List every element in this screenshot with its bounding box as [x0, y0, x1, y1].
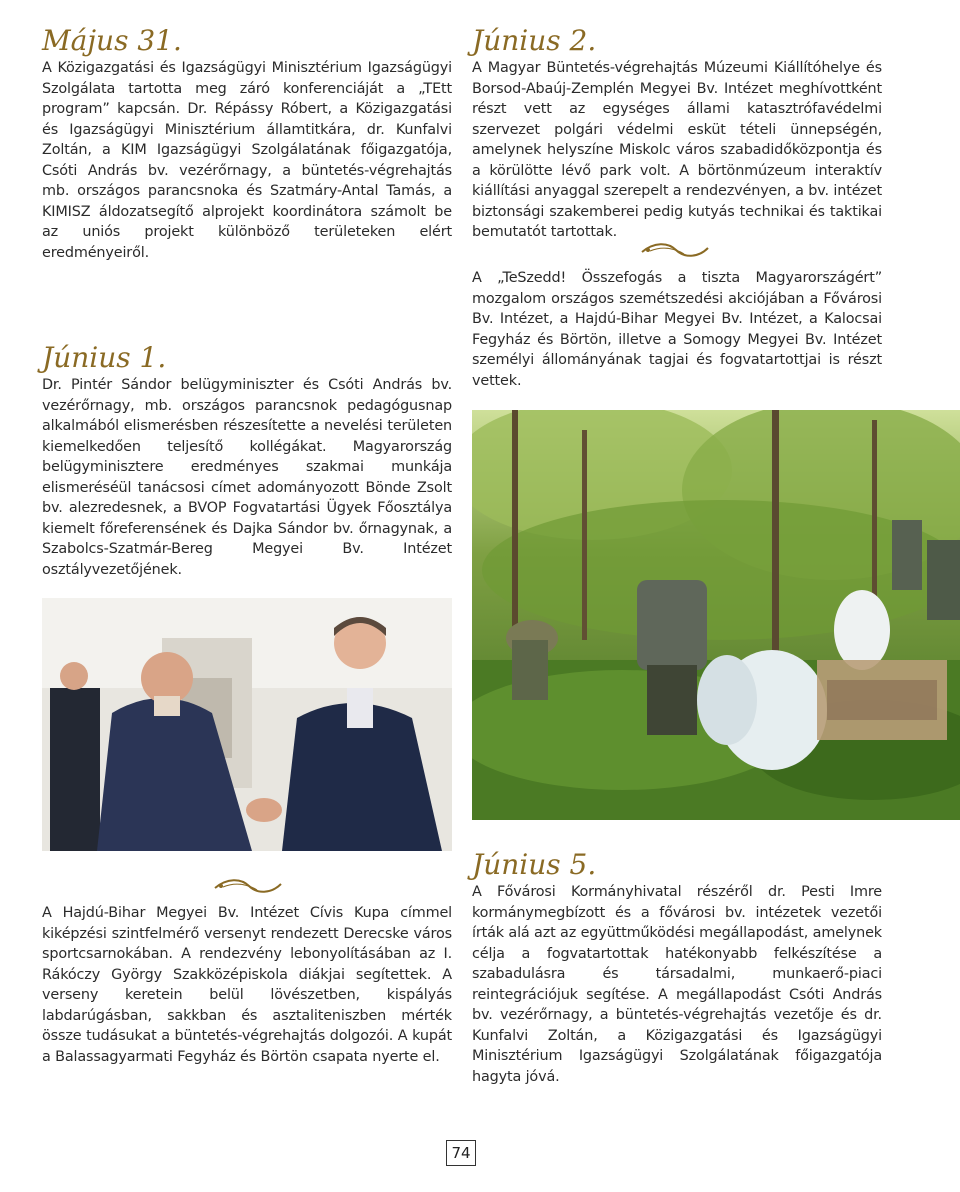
article-june2 [472, 26, 882, 243]
article-hajdu [42, 903, 452, 1067]
article-teszedd [472, 268, 882, 391]
heading-may31: Május 31. [42, 24, 182, 57]
text-hajdu: A Hajdú-Bihar Megyei Bv. Intézet Cívis Kupa címmel kiképzési szintfelmérő versenyt rendezett Derecske város sportcsarnokában. A rendezvény lebonyolításában az I. Rákóczy György Szakközépiskola diákjai segítettek. A verseny keretein belül lövészetben, kispályás labdarúgásban, sakkban és asztaliteniszben mérték össze tudásukat a büntetés-végrehajtás dolgozói. A kupát a Balassagyarmati Fegyház és Börtön csapata nyerte el. [42, 905, 452, 1065]
text-june5: A Fővárosi Kormányhivatal részéről dr. Pesti Imre kormánymegbízott és a fővárosi bv. intézetek vezetői írták alá azt az együttműködési megállapodást, amelynek célja a fogvatartottak hatékonyabb felkészítése a szabadulásra és társadalmi, munkaerő-piaci reintegrációjuk segítése. A megállapodást Csóti András bv. vezérőrnagy, a büntetés-végrehajtás vezetője és dr. Kunfalvi Zoltán, a Közigazgatási és Igazságügyi Minisztérium Igazságügyi Szolgálatának főigazgatója hagyta jóvá. [472, 884, 882, 1085]
article-june5 [472, 850, 882, 1087]
article-may31 [42, 26, 452, 263]
heading-june5: Június 5. [472, 848, 597, 881]
heading-june1: Június 1. [42, 341, 167, 374]
text-may31: A Közigazgatási és Igazságügyi Minisztérium Igazságügyi Szolgálata tartotta meg záró konferenciáját a „TEtt program” kapcsán. Dr. Répássy Róbert, a Közigazgatási és Igazságügyi Minisztérium államtitkára, dr. Kunfalvi Zoltán, a KIM Igazságügyi Szolgálatának főigazgatója, Csóti András bv. vezérőrnagy, a büntetés-végrehajtás mb. országos parancsnoka és Szatmáry-Antal Tamás, a KIMISZ áldozatsegítő alprojekt koordinátora számolt be az uniós projekt különböző területeken elért eredményeiről. [42, 60, 452, 261]
article-june1 [42, 343, 452, 580]
text-teszedd: A „TeSzedd! Összefogás a tiszta Magyarországért” mozgalom országos szemétszedési akciójában a Fővárosi Bv. Intézet, a Hajdú-Bihar Megyei Bv. Intézet, a Kalocsai Fegyház és Börtön, illetve a Somogy Megyei Bv. Intézet személyi állományának tagjai és fogvatartottjai is részt vettek. [472, 270, 882, 389]
forest-cleanup-photo [472, 410, 960, 820]
text-june1: Dr. Pintér Sándor belügyminiszter és Csóti András bv. vezérőrnagy, mb. országos parancsnok pedagógusnap alkalmából elismerésben részesítette a nevelési területen kiemelkedően teljesítő kollégákat. Magyarország belügyminisztere eredményes szakmai munkája elismeréséül tanácsosi címet adományozott Bönde Zsolt bv. alezredesnek, a BVOP Fogvatartási Ügyek Főosztálya kiemelt főreferensének és Dajka Sándor bv. őrnagynak, a Szabolcs-Szatmár-Bereg Megyei Bv. Intézet osztályvezetőjének. [42, 377, 452, 578]
ornament-divider-1 [640, 240, 710, 262]
handshake-photo [42, 598, 452, 851]
page-number: 74 [446, 1140, 476, 1166]
heading-june2: Június 2. [472, 24, 597, 57]
text-june2: A Magyar Büntetés-végrehajtás Múzeumi Kiállítóhelye és Borsod-Abaúj-Zemplén Megyei Bv. Intézet meghívottként részt vett az egységes állami katasztrófavédelmi szervezet polgári védelmi esküt tételi ünnepségén, amelynek helyszíne Miskolc város szabadidőközpontja és a körülötte lévő park volt. A börtönmúzeum interaktív kiállítási anyaggal szerepelt a rendezvényen, a bv. intézet biztonsági szakemberei pedig kutyás technikai és taktikai bemutatót tartottak. [472, 60, 882, 240]
ornament-divider-2 [213, 876, 283, 898]
